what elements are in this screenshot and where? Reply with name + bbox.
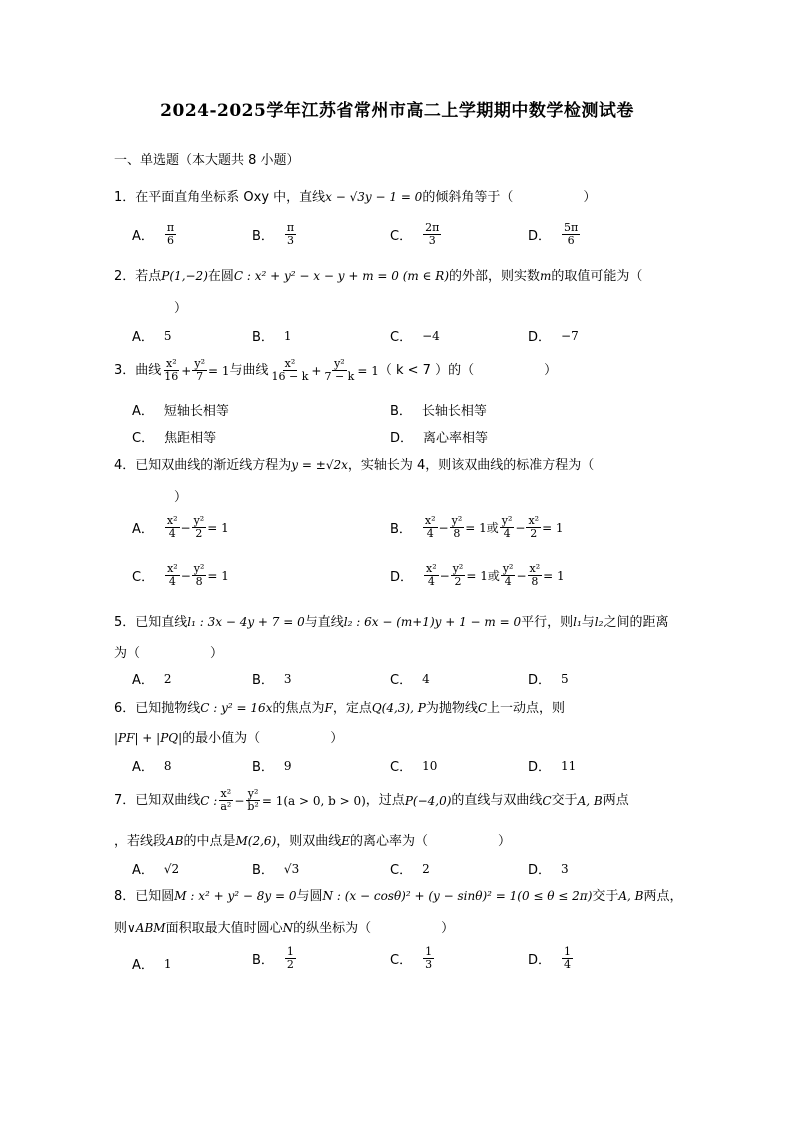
math-expression: = 1	[207, 568, 229, 583]
math-expression: ∨ABM	[127, 921, 166, 935]
option-label: A．	[132, 330, 154, 345]
option-b	[390, 400, 487, 419]
option-label: D．	[528, 330, 552, 345]
denominator: 4	[564, 958, 572, 971]
fraction	[528, 563, 543, 588]
numerator: π	[166, 221, 175, 234]
math-expression: = 1	[207, 363, 230, 378]
close-paren: ）	[174, 490, 188, 505]
option-label: B．	[252, 673, 274, 688]
option-label: D．	[528, 863, 552, 878]
question-8	[114, 886, 683, 907]
option-value: 10	[422, 758, 438, 773]
fraction	[270, 358, 311, 383]
denominator: 4	[426, 527, 434, 540]
option-label: C．	[132, 570, 155, 585]
question-text: 与直线	[304, 615, 344, 630]
numerator: x²	[165, 357, 177, 370]
option-label: B．	[252, 330, 274, 345]
section-heading: 一、单选题（本大题共 8 小题）	[114, 153, 300, 168]
denominator: b²	[247, 800, 259, 813]
close-paren: ）	[330, 731, 344, 746]
option-b: B． $\frac{\text{x²}}{4}$ − $\frac{\text{y²}}{8}$ = 1或 $\frac{\text{y²}}{4}$ − $\frac{\text{x²}}{2}$ = 1	[390, 514, 564, 540]
option-label: D．	[528, 760, 552, 775]
denominator: 4	[168, 527, 176, 540]
numerator: x²	[220, 787, 232, 800]
option-a	[132, 756, 172, 775]
math-expression: y = ±√2x	[291, 458, 348, 472]
denominator: 3	[287, 234, 295, 247]
question-text: ，若线段	[114, 834, 167, 849]
denominator: 4	[503, 527, 511, 540]
math-expression: C : y² = 16x	[200, 701, 273, 715]
fraction	[192, 515, 207, 540]
question-number: 7．	[114, 792, 136, 808]
numerator: 2π	[425, 221, 440, 234]
option-value: 4	[422, 671, 430, 686]
fraction	[423, 222, 441, 247]
numerator: 1	[564, 945, 572, 958]
math-expression: = 1或	[465, 521, 499, 535]
math-expression: l₂	[594, 615, 604, 629]
option-a: A． $\frac{\text{x²}}{4}$ − $\frac{\text{y²}}{2}$ = 1	[132, 514, 229, 540]
question-text: 已知双曲线的渐近线方程为	[135, 458, 292, 473]
math-expression: E	[341, 834, 351, 848]
math-expression: = 1或	[466, 569, 500, 583]
denominator: 8	[453, 527, 461, 540]
option-a	[132, 400, 229, 419]
option-d: D． $\frac{\text{x²}}{4}$ − $\frac{\text{y²}}{2}$ = 1或 $\frac{\text{y²}}{4}$ − $\frac{\text{x²}}{8}$ = 1	[390, 562, 565, 588]
denominator: 4	[427, 575, 435, 588]
question-2	[114, 266, 642, 287]
numerator: x²	[167, 562, 178, 575]
numerator: y²	[501, 514, 513, 527]
option-value: 9	[283, 758, 292, 773]
option-label: D．	[528, 673, 552, 688]
option-label: B．	[252, 863, 274, 878]
question-text: 曲线	[135, 362, 162, 378]
option-b	[252, 326, 292, 345]
question-4	[114, 455, 594, 476]
question-text: 在平面直角坐标系 Oxy 中，直线	[135, 190, 326, 205]
option-value: √2	[163, 861, 180, 876]
numerator: x²	[528, 514, 540, 527]
math-expression: C :	[200, 793, 218, 808]
option-label: B．	[252, 760, 274, 775]
option-d	[528, 756, 576, 775]
denominator: 6	[567, 234, 575, 247]
fraction	[451, 563, 466, 588]
option-b	[252, 222, 297, 247]
question-text: 的最小值为（	[182, 731, 261, 746]
denominator: 8	[531, 575, 539, 588]
option-value: −7	[561, 328, 579, 343]
option-c	[390, 222, 442, 247]
option-b	[252, 756, 292, 775]
math-expression: = 1	[543, 568, 565, 583]
question-text: ，实轴长为 4，则该双曲线的标准方程为（	[347, 458, 595, 473]
math-expression: m	[540, 269, 552, 283]
numerator: 1	[286, 945, 294, 958]
option-label: A．	[132, 673, 154, 688]
math-expression: P(1,−2)	[161, 269, 208, 283]
option-value: 短轴长相等	[163, 404, 229, 419]
option-b	[252, 946, 297, 971]
math-expression: P(−4,0)	[404, 793, 452, 808]
option-label: D．	[528, 229, 552, 244]
option-b	[252, 669, 292, 688]
math-expression: C	[477, 701, 488, 715]
numerator: π	[286, 221, 295, 234]
option-label: B．	[390, 404, 412, 419]
question-text: 已知直线	[135, 615, 188, 630]
option-value: 5	[163, 328, 172, 343]
fraction	[423, 946, 434, 971]
option-d	[528, 669, 569, 688]
math-expression: M(2,6)	[235, 834, 277, 848]
option-label: A．	[132, 522, 154, 537]
option-label: B．	[252, 229, 274, 244]
math-expression: C	[542, 793, 552, 808]
option-a	[132, 859, 179, 878]
question-text: 已知圆	[135, 889, 175, 904]
fraction	[501, 563, 516, 588]
numerator: x²	[284, 357, 296, 370]
fraction	[526, 515, 541, 540]
option-label: C．	[390, 760, 413, 775]
option-d	[528, 326, 579, 345]
question-text: ，过点	[365, 792, 405, 808]
denominator: 16	[164, 370, 179, 383]
option-value: 离心率相等	[423, 431, 489, 446]
denominator: 4	[168, 575, 176, 588]
close-paren: ）	[174, 301, 188, 316]
math-expression: A, B	[618, 889, 644, 903]
question-text: 的中点是	[183, 834, 236, 849]
numerator: 1	[425, 945, 433, 958]
question-number: 8．	[114, 889, 136, 904]
close-paren: ）	[210, 646, 224, 661]
math-expression: M : x² + y² − 8y = 0	[174, 889, 297, 903]
option-label: D．	[528, 953, 552, 968]
question-text: 与曲线	[229, 362, 269, 378]
option-value: √3	[283, 861, 300, 876]
option-label: C．	[390, 953, 413, 968]
option-c	[390, 669, 430, 688]
math-expression: F	[324, 701, 333, 715]
question-text: 面积取最大值时圆心	[165, 921, 283, 936]
denominator: 3	[425, 958, 433, 971]
option-value: 2	[163, 671, 172, 686]
math-expression: C : x² + y² − x − y + m = 0 (m ∈ R)	[233, 269, 449, 283]
option-label: D．	[390, 570, 414, 585]
question-number: 6．	[114, 701, 136, 716]
question-text: 为抛物线	[425, 701, 478, 716]
denominator: 3	[428, 234, 436, 247]
math-expression: l₂ : 6x − (m+1)y + 1 − m = 0	[343, 615, 522, 629]
fraction	[165, 563, 180, 588]
question-text: 两点，	[643, 889, 683, 904]
option-label: C．	[132, 431, 155, 446]
question-text: 上一动点，则	[487, 701, 566, 716]
numerator: y²	[334, 357, 345, 370]
option-c	[390, 756, 437, 775]
option-c	[390, 946, 435, 971]
math-expression: A, B	[577, 793, 603, 808]
option-value: 长轴长相等	[421, 404, 487, 419]
question-7-continued	[114, 830, 511, 849]
math-expression: = 1(a > 0, b > 0)	[261, 793, 366, 808]
question-number: 2．	[114, 269, 136, 284]
question-text: ，定点	[332, 701, 372, 716]
fraction	[322, 358, 356, 383]
fraction	[165, 222, 176, 247]
question-text: 交于	[551, 792, 578, 808]
option-label: A．	[132, 760, 154, 775]
math-expression: |PF| + |PQ|	[114, 731, 183, 745]
close-paren: ）	[498, 834, 512, 849]
option-label: A．	[132, 863, 154, 878]
option-a	[132, 326, 172, 345]
numerator: x²	[424, 514, 436, 527]
question-text: 的纵坐标为（	[293, 921, 372, 936]
option-value: 8	[163, 758, 172, 773]
question-text: （ k < 7 ）的（	[378, 362, 475, 378]
numerator: x²	[166, 514, 178, 527]
math-expression: Q(4,3), P	[371, 701, 426, 715]
question-text: 已知双曲线	[135, 792, 201, 808]
question-text: 则	[114, 921, 128, 936]
fraction	[245, 788, 260, 813]
question-5-continued	[114, 642, 223, 661]
question-text: ，则双曲线	[276, 834, 342, 849]
option-a	[132, 222, 177, 247]
denominator: 2	[286, 958, 294, 971]
option-value: 焦距相等	[164, 431, 217, 446]
math-expression: = 1	[542, 520, 564, 535]
numerator: y²	[452, 562, 464, 575]
denominator: 2	[454, 575, 462, 588]
option-label: B．	[390, 522, 412, 537]
question-8-continued	[114, 917, 454, 936]
math-expression: = 1	[357, 363, 379, 378]
option-value: −4	[422, 328, 440, 343]
option-d	[528, 946, 574, 971]
fraction	[165, 515, 180, 540]
question-number: 3．	[114, 362, 136, 378]
fraction	[218, 788, 233, 813]
option-label: A．	[132, 404, 154, 419]
denominator: 7	[196, 370, 204, 383]
question-text: 已知抛物线	[135, 701, 201, 716]
question-text: 的焦点为	[272, 701, 325, 716]
numerator: y²	[194, 357, 205, 370]
denominator: 8	[195, 575, 203, 588]
question-6-continued	[114, 727, 343, 746]
question-number: 5．	[114, 615, 136, 630]
close-paren: ）	[441, 921, 455, 936]
question-text: 之间的距离	[603, 615, 669, 630]
math-expression: N	[282, 921, 294, 935]
option-label: C．	[390, 863, 413, 878]
math-expression: l₁ : 3x − 4y + 7 = 0	[187, 615, 305, 629]
question-text: 的外部，则实数	[449, 269, 541, 284]
math-expression: = 1	[207, 520, 229, 535]
question-text: 的离心率为（	[350, 834, 429, 849]
denominator: 16 − k	[271, 370, 309, 383]
fraction	[192, 358, 207, 383]
fraction	[562, 222, 580, 247]
question-text: 为（	[114, 646, 141, 661]
question-text: 与圆	[296, 889, 323, 904]
numerator: y²	[193, 562, 205, 575]
fraction	[285, 222, 296, 247]
denominator: 6	[167, 234, 175, 247]
fraction	[500, 515, 515, 540]
option-a	[132, 669, 172, 688]
option-label: C．	[390, 330, 413, 345]
option-label: C．	[390, 229, 413, 244]
option-value: 1	[283, 328, 292, 343]
question-text: 平行，则	[521, 615, 574, 630]
numerator: x²	[529, 562, 541, 575]
fraction	[192, 563, 207, 588]
option-c	[390, 859, 430, 878]
option-a	[132, 954, 172, 973]
option-value: 11	[561, 758, 577, 773]
question-text: 在圆	[207, 269, 234, 284]
option-value: 3	[283, 671, 292, 686]
fraction	[424, 563, 439, 588]
option-c: C． $\frac{\text{x²}}{4}$ − $\frac{\text{y²}}{8}$ = 1	[132, 562, 229, 588]
math-expression: x − √3y − 1 = 0	[325, 190, 423, 204]
question-text: 两点	[602, 792, 629, 808]
question-1	[114, 187, 596, 208]
option-value: 3	[561, 861, 569, 876]
question-text: 的直线与双曲线	[451, 792, 543, 808]
option-value: 2	[422, 861, 430, 876]
option-label: A．	[132, 958, 154, 973]
numerator: y²	[247, 787, 259, 800]
fraction	[562, 946, 573, 971]
fraction	[450, 515, 465, 540]
option-label: B．	[252, 953, 274, 968]
question-text: 与	[581, 615, 595, 630]
math-expression: AB	[166, 834, 184, 848]
option-b	[252, 859, 299, 878]
close-paren: ）	[544, 362, 558, 378]
question-text: 的取值可能为（	[551, 269, 643, 284]
question-number: 4．	[114, 458, 136, 473]
numerator: y²	[193, 514, 205, 527]
question-7: 7． 已知双曲线 C : $\frac{\text{x²}}{\text{a²}}$ − $\frac{\text{y²}}{\text{b²}}$ = 1(a > 0, b > 0) ，过点 P(−4,0) 的直线与双曲线 C 交于 A, B 两点	[114, 787, 629, 813]
numerator: 5π	[564, 221, 579, 234]
option-label: A．	[132, 229, 154, 244]
fraction	[162, 358, 180, 383]
numerator: y²	[451, 514, 463, 527]
page-title: 2024-2025学年江苏省常州市高二上学期期中数学检测试卷	[160, 101, 634, 121]
numerator: y²	[502, 562, 514, 575]
question-text: 交于	[592, 889, 619, 904]
denominator: 7 − k	[324, 370, 355, 383]
question-text: 若点	[135, 269, 162, 284]
question-number: 1．	[114, 190, 136, 205]
option-label: C．	[390, 673, 413, 688]
denominator: 2	[195, 527, 203, 540]
close-paren: ）	[583, 190, 597, 205]
option-d	[528, 859, 569, 878]
math-expression: l₁	[573, 615, 582, 629]
math-expression: N : (x − cosθ)² + (y − sinθ)² = 1(0 ≤ θ ≤ 2π)	[322, 889, 593, 903]
denominator: 2	[530, 527, 538, 540]
question-3: 3． 曲线 $\frac{\text{x²}}{16}$ + $\frac{\text{y²}}{7}$ = 1 与曲线 $\frac{\text{x²}}{16 - k}$ + $\frac{\text{y²}}{7 - k}$ = 1 （ k < 7 ）的（ ）	[114, 357, 558, 383]
denominator: 4	[504, 575, 512, 588]
question-text: 的倾斜角等于（	[422, 190, 514, 205]
fraction	[285, 946, 296, 971]
fraction	[423, 515, 438, 540]
option-d	[390, 427, 488, 446]
option-value: 5	[561, 671, 569, 686]
question-5	[114, 612, 668, 633]
denominator: a²	[220, 800, 232, 813]
option-label: D．	[390, 431, 414, 446]
question-6	[114, 698, 565, 719]
option-c	[390, 326, 440, 345]
option-c	[132, 427, 216, 446]
option-value: 1	[163, 956, 172, 971]
option-d	[528, 222, 581, 247]
numerator: x²	[426, 562, 437, 575]
